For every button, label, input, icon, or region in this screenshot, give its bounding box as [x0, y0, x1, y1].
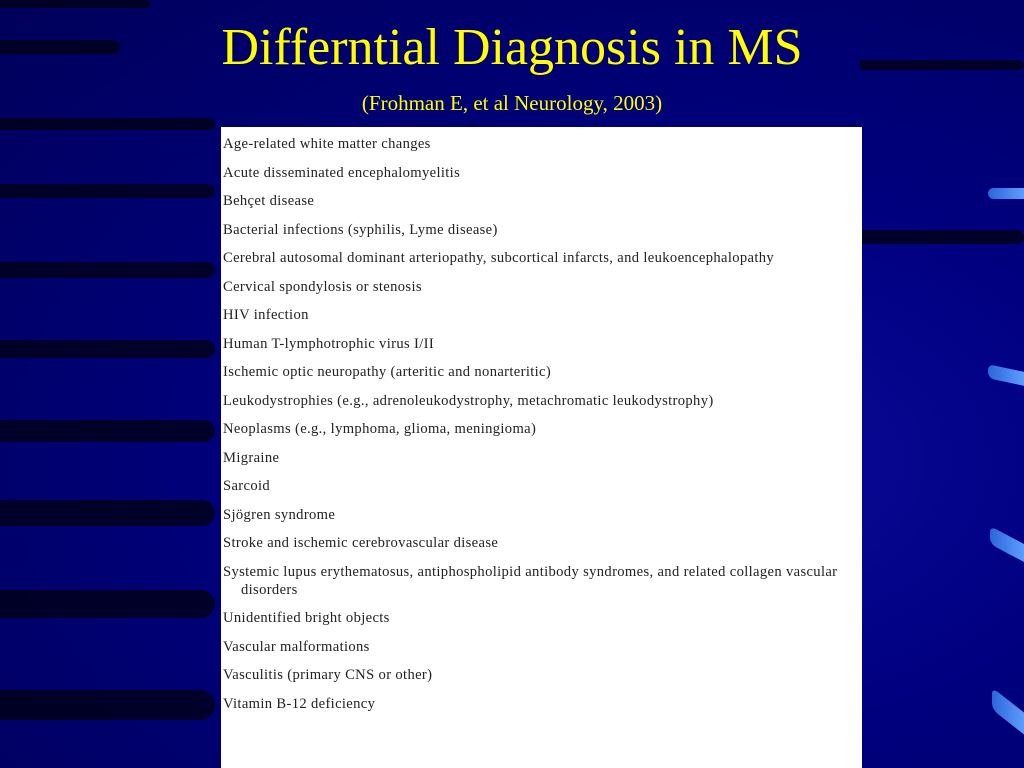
decor-stripe [0, 262, 215, 278]
decor-stripe [0, 118, 215, 130]
decor-stripe [862, 230, 1024, 244]
list-item: Sarcoid [223, 478, 271, 494]
list-item: Vitamin B-12 deficiency [223, 695, 376, 712]
list-item: Acute disseminated encephalomyelitis [223, 164, 461, 181]
list-item: Neoplasms (e.g., lymphoma, glioma, meningioma) [223, 421, 537, 437]
decor-stripe [0, 0, 150, 8]
list-item: Cerebral autosomal dominant arteriopathy, subcortical infarcts, and leukoencephalopathy [223, 250, 775, 266]
list-item: Unidentified bright objects [223, 610, 390, 626]
list-item: Systemic lupus erythematosus, antiphospholipid antibody syndromes, and related collagen vascular disorders [223, 563, 838, 598]
list-item: Sjögren syndrome [223, 506, 336, 523]
decor-stripe [0, 590, 215, 618]
list-item: Vasculitis (primary CNS or other) [223, 667, 433, 683]
list-item: Cervical spondylosis or stenosis [223, 278, 422, 295]
list-item: HIV infection [223, 307, 309, 323]
list-item: Migraine [223, 449, 280, 466]
slide-title: Differntial Diagnosis in MS [221, 19, 803, 76]
differential-list [221, 127, 862, 713]
list-item: Ischemic optic neuropathy (arteritic and nonarteritic) [223, 364, 552, 380]
slide-subtitle: (Frohman E, et al Neurology, 2003) [361, 91, 663, 115]
list-item: Age-related white matter changes [223, 136, 431, 152]
list-item: Behçet disease [223, 193, 315, 209]
decor-stripe [0, 690, 215, 720]
decor-stripe [0, 420, 215, 442]
list-item: Leukodystrophies (e.g., adrenoleukodystrophy, metachromatic leukodystrophy) [223, 392, 714, 409]
decor-stripe [0, 500, 215, 526]
list-item: Vascular malformations [223, 638, 370, 655]
decor-stripe [0, 340, 215, 358]
list-item: Human T-lymphotrophic virus I/II [223, 335, 435, 352]
list-item: Bacterial infections (syphilis, Lyme disease) [223, 221, 498, 238]
list-item: Stroke and ischemic cerebrovascular disease [223, 535, 499, 551]
decor-accent [988, 188, 1024, 199]
decor-stripe [0, 184, 215, 198]
differential-table-image [221, 127, 862, 768]
